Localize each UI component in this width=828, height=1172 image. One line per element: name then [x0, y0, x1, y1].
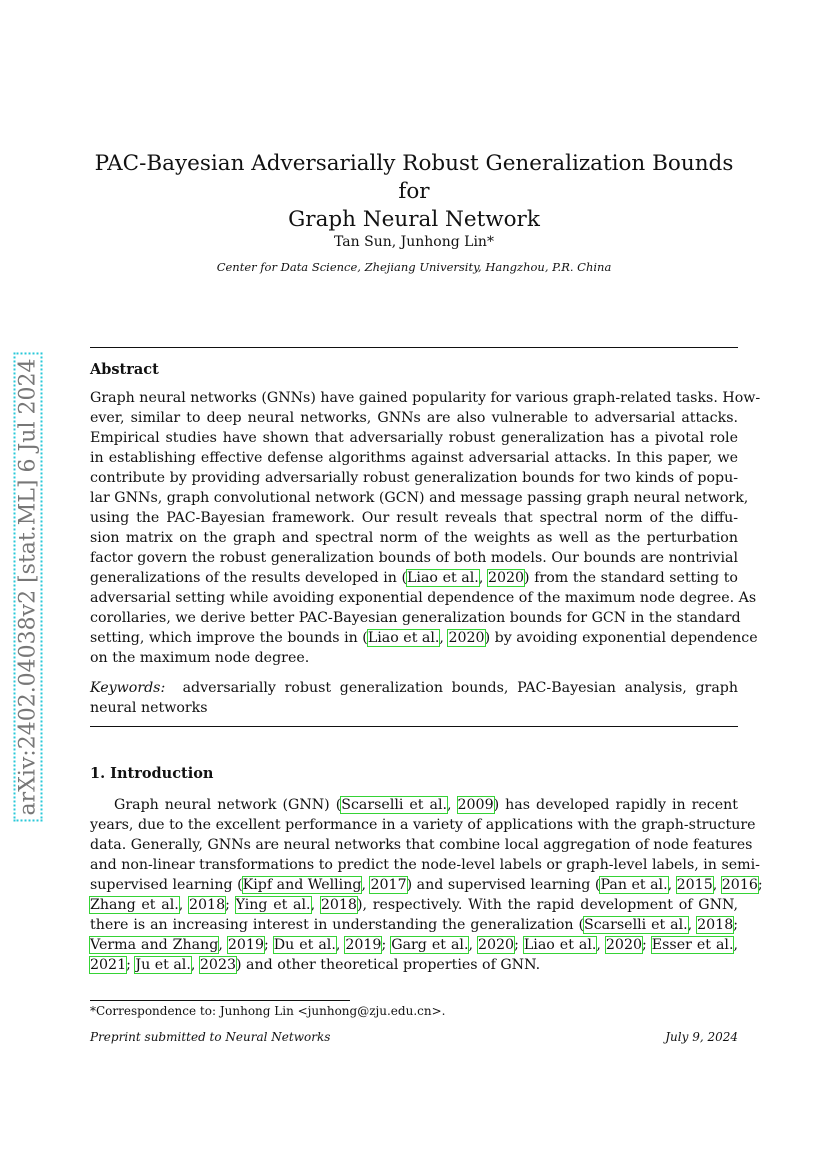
footnote-rule [90, 1000, 350, 1001]
section-heading: 1. Introduction [90, 765, 214, 782]
keywords-line: Keywords: adversarially robust generalization bounds, PAC-Bayesian analysis, graph [90, 680, 738, 696]
intro-line: Zhang et al., 2018; Ying et al., 2018), respectively. With the rapid development of GNN, [90, 897, 738, 913]
citation-link[interactable]: Zhang et al. [90, 897, 179, 913]
citation-link[interactable]: 2009 [457, 797, 494, 813]
abstract-line: Graph neural networks (GNNs) have gained popularity for various graph-related tasks. How- [90, 390, 761, 406]
intro-line: and non-linear transformations to predict the node-level labels or graph-level labels, in semi- [90, 857, 760, 873]
top-rule [90, 347, 738, 348]
keywords [90, 678, 738, 718]
date: July 9, 2024 [665, 1030, 738, 1044]
intro-line: Graph neural network (GNN) (Scarselli et al., 2009) has developed rapidly in recent [114, 797, 738, 813]
citation-link[interactable]: Du et al. [273, 937, 336, 953]
abstract-line: sion matrix on the graph and spectral norm of the weights as well as the perturbation [90, 530, 738, 546]
citation-link[interactable]: Scarselli et al. [584, 917, 688, 933]
abstract-body [90, 388, 761, 668]
citation-link[interactable]: Scarselli et al. [341, 797, 447, 813]
abstract-line: Empirical studies have shown that adversarially robust generalization has a pivotal role [90, 430, 738, 446]
title-line-2: Graph Neural Network [288, 207, 540, 232]
arxiv-id[interactable]: arXiv:2402.04038v2 [stat.ML] 6 Jul 2024 [14, 353, 43, 822]
intro-body [90, 795, 763, 975]
citation-link[interactable]: Ying et al. [235, 897, 311, 913]
intro-line: there is an increasing interest in understanding the generalization (Scarselli et al., 2018; [90, 917, 739, 933]
citation-link[interactable]: Liao et al. [523, 937, 597, 953]
intro-line: Verma and Zhang, 2019; Du et al., 2019; Garg et al., 2020; Liao et al., 2020; Esser et al., [90, 937, 738, 953]
intro-line: years, due to the excellent performance in a variety of applications with the graph-structure [90, 817, 756, 833]
abstract-line: contribute by providing adversarially robust generalization bounds for two kinds of popu- [90, 470, 738, 486]
citation-link[interactable]: Esser et al. [651, 937, 734, 953]
citation-link[interactable]: 2016 [721, 877, 758, 893]
citation-link[interactable]: Ju et al. [135, 957, 191, 973]
keywords-label: Keywords: [90, 680, 166, 696]
citation-link[interactable]: 2015 [676, 877, 713, 893]
citation-link[interactable]: 2018 [697, 917, 734, 933]
citation-link[interactable]: 2020 [477, 937, 515, 953]
abstract-line: adversarial setting while avoiding exponential dependence of the maximum node degree. As [90, 590, 757, 606]
intro-line: supervised learning (Kipf and Welling, 2017) and supervised learning (Pan et al., 2015, 2016; [90, 877, 763, 893]
citation-link[interactable]: 2018 [320, 897, 357, 913]
intro-line: 2021; Ju et al., 2023) and other theoretical properties of GNN. [90, 957, 541, 973]
preprint-note: Preprint submitted to Neural Networks [90, 1030, 331, 1044]
abstract-line: using the PAC-Bayesian framework. Our result reveals that spectral norm of the diffu- [90, 510, 738, 526]
abstract-line: factor govern the robust generalization bounds of both models. Our bounds are nontrivial [90, 550, 738, 566]
abstract-line: ever, similar to deep neural networks, GNNs are also vulnerable to adversarial attacks. [90, 410, 738, 426]
citation-link[interactable]: 2020 [448, 630, 485, 646]
citation-link[interactable]: 2019 [345, 937, 382, 953]
citation-link[interactable]: Liao et al. [407, 570, 479, 586]
bottom-rule [90, 726, 738, 727]
citation-link[interactable]: 2019 [227, 937, 264, 953]
abstract-line: corollaries, we derive better PAC-Bayesian generalization bounds for GCN in the standard [90, 610, 741, 626]
abstract-heading: Abstract [90, 361, 159, 378]
citation-link[interactable]: 2023 [199, 957, 236, 973]
arxiv-side-label[interactable] [6, 342, 50, 832]
citation-link[interactable]: Liao et al. [367, 630, 440, 646]
citation-link[interactable]: 2020 [605, 937, 643, 953]
abstract-line: on the maximum node degree. [90, 650, 310, 666]
abstract-line: setting, which improve the bounds in (Liao et al., 2020) by avoiding exponential dependence [90, 630, 758, 646]
citation-link[interactable]: Pan et al. [600, 877, 668, 893]
citation-link[interactable]: Kipf and Welling [242, 877, 362, 893]
abstract-line: generalizations of the results developed in (Liao et al., 2020) from the standard setting to [90, 570, 738, 586]
title-line-1: PAC-Bayesian Adversarially Robust Generalization Bounds for [94, 151, 734, 204]
keywords-line: neural networks [90, 700, 208, 716]
abstract-line: lar GNNs, graph convolutional network (GCN) and message passing graph neural network, [90, 490, 749, 506]
intro-line: data. Generally, GNNs are neural networks that combine local aggregation of node features [90, 837, 753, 853]
citation-link[interactable]: 2017 [370, 877, 407, 893]
citation-link[interactable]: 2021 [90, 957, 127, 973]
affiliation: Center for Data Science, Zhejiang University, Hangzhou, P.R. China [216, 260, 612, 274]
citation-link[interactable]: 2018 [189, 897, 226, 913]
citation-link[interactable]: 2020 [487, 570, 525, 586]
citation-link[interactable]: Garg et al. [391, 937, 469, 953]
footnote: *Correspondence to: Junhong Lin <junhong@zju.edu.cn>. [90, 1004, 446, 1018]
authors: Tan Sun, Junhong Lin* [334, 234, 494, 250]
abstract-line: in establishing effective defense algorithms against adversarial attacks. In this paper, we [90, 450, 738, 466]
citation-link[interactable]: Verma and Zhang [90, 937, 219, 953]
paper-title [90, 150, 738, 234]
